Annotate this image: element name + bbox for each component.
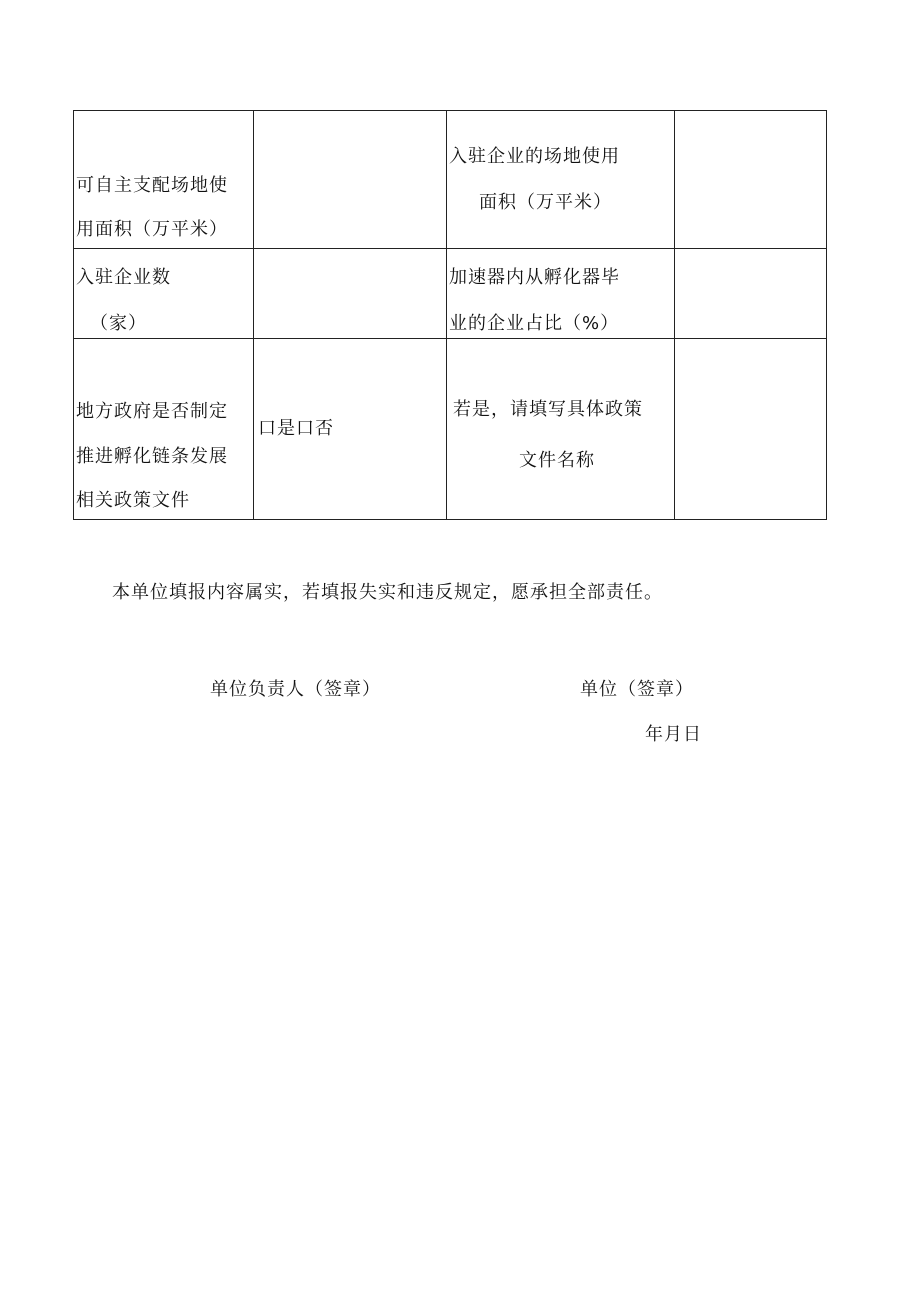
label-line: 加速器内从孵化器毕 <box>449 267 620 288</box>
info-table <box>73 110 827 520</box>
declaration-statement: 本单位填报内容属实，若填报失实和违反规定，愿承担全部责任。 <box>112 582 663 603</box>
label-cell <box>447 111 675 249</box>
table-row <box>74 249 827 339</box>
value-cell[interactable] <box>675 339 827 520</box>
label-line: 推进孵化链条发展 <box>76 446 228 467</box>
label-line: 若是，请填写具体政策 <box>453 399 643 420</box>
table-row <box>74 111 827 249</box>
label-line: 文件名称 <box>519 450 595 471</box>
label-line: （家） <box>90 313 147 334</box>
value-cell[interactable] <box>675 249 827 339</box>
value-cell[interactable] <box>254 249 447 339</box>
yes-no-options-cell[interactable] <box>254 339 447 520</box>
label-line: 可自主支配场地使 <box>76 175 228 196</box>
value-cell[interactable] <box>254 111 447 249</box>
label-cell <box>74 111 254 249</box>
label-line: 面积（万平米） <box>479 192 612 213</box>
label-cell <box>74 249 254 339</box>
label-line: 入驻企业数 <box>76 267 171 288</box>
date-label: 年月日 <box>645 724 702 745</box>
label-line: 用面积（万平米） <box>76 219 228 240</box>
label-cell <box>74 339 254 520</box>
label-cell <box>447 249 675 339</box>
label-line: 入驻企业的场地使用 <box>449 146 620 167</box>
label-cell <box>447 339 675 520</box>
leader-signature-label: 单位负责人（签章） <box>210 679 381 700</box>
table-row <box>74 339 827 520</box>
unit-signature-label: 单位（签章） <box>580 679 694 700</box>
label-line: 地方政府是否制定 <box>76 401 228 422</box>
value-cell[interactable] <box>675 111 827 249</box>
label-line: 业的企业占比（%） <box>449 313 620 334</box>
yes-no-options[interactable]: 口是口否 <box>258 418 334 439</box>
label-line: 相关政策文件 <box>76 490 190 511</box>
